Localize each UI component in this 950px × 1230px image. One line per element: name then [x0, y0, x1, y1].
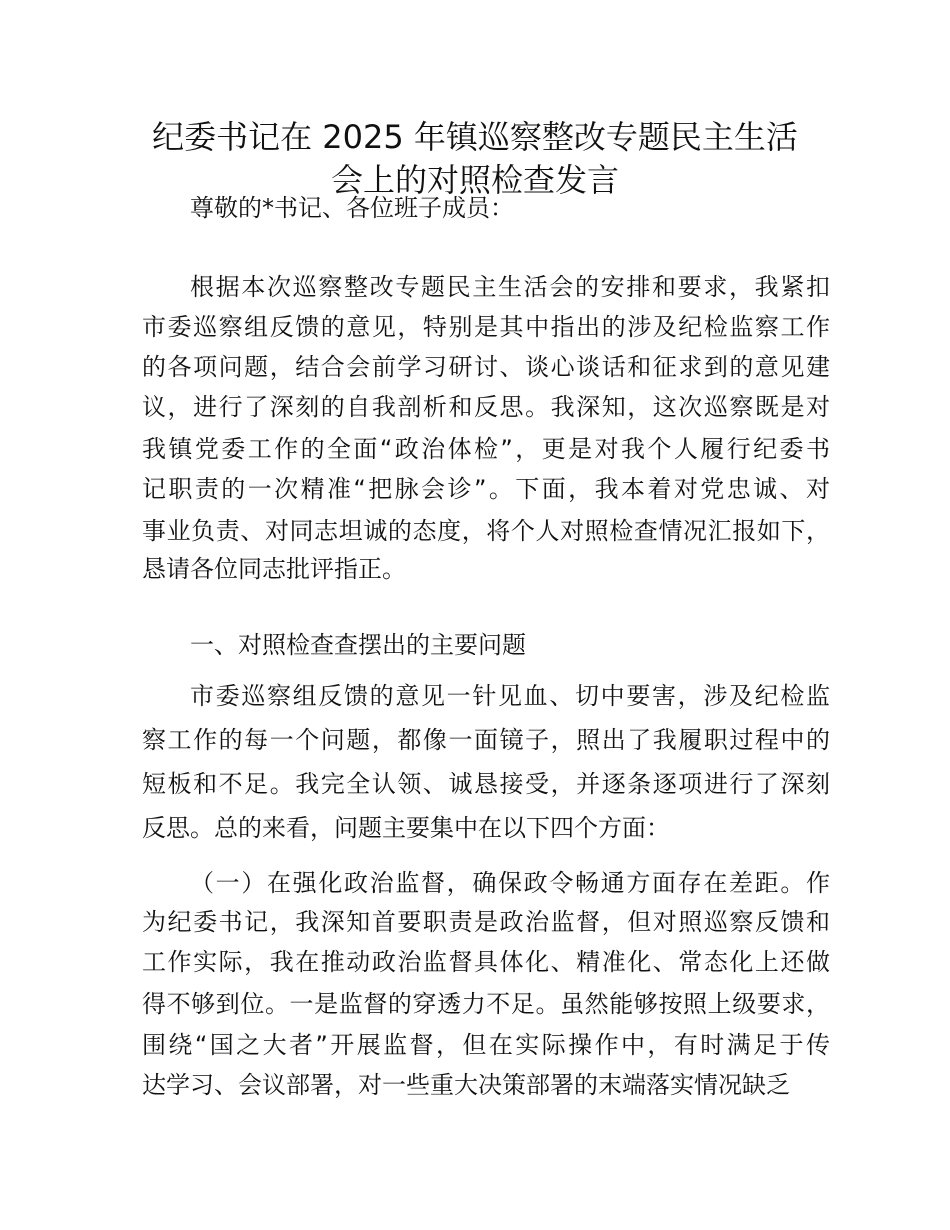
intro-paragraph-line: 市委巡察组反馈的意见，特别是其中指出的涉及纪检监察工作 — [142, 313, 830, 341]
section-1-intro-line: 反思。总的来看，问题主要集中在以下四个方面： — [142, 814, 670, 842]
document-title-line-1: 纪委书记在 2025 年镇巡察整改专题民主生活 — [152, 118, 798, 156]
intro-paragraph-line: 我镇党委工作的全面“政治体检”，更是对我个人履行纪委书 — [142, 435, 830, 463]
section-1-intro-line: 短板和不足。我完全认领、诚恳接受，并逐条逐项进行了深刻 — [142, 770, 830, 798]
intro-paragraph-line: 议，进行了深刻的自我剖析和反思。我深知，这次巡察既是对 — [142, 393, 830, 421]
intro-paragraph-line: 的各项问题，结合会前学习研讨、谈心谈话和征求到的意见建 — [142, 353, 830, 381]
section-1-intro-line: 察工作的每一个问题，都像一面镜子，照出了我履职过程中的 — [142, 726, 830, 754]
intro-paragraph-line: 根据本次巡察整改专题民主生活会的安排和要求，我紧扣 — [190, 273, 830, 301]
intro-paragraph-line: 记职责的一次精准“把脉会诊”。下面，我本着对党忠诚、对 — [142, 475, 830, 503]
intro-paragraph-line: 恳请各位同志批评指正。 — [142, 555, 406, 583]
greeting-line: 尊敬的*书记、各位班子成员： — [190, 194, 514, 222]
section-heading-1-line: 一、对照检查查摆出的主要问题 — [190, 631, 526, 659]
subsection-1-line: 为纪委书记，我深知首要职责是政治监督，但对照巡察反馈和 — [142, 908, 830, 936]
subsection-1-line: 得不够到位。一是监督的穿透力不足。虽然能够按照上级要求， — [142, 990, 830, 1018]
subsection-1-line: 工作实际，我在推动政治监督具体化、精准化、常态化上还做 — [142, 948, 830, 976]
intro-paragraph-line: 事业负责、对同志坦诚的态度，将个人对照检查情况汇报如下， — [142, 517, 830, 545]
subsection-1-line: 围绕“国之大者”开展监督，但在实际操作中，有时满足于传 — [142, 1031, 830, 1059]
section-1-intro-line: 市委巡察组反馈的意见一针见血、切中要害，涉及纪检监 — [190, 682, 830, 710]
subsection-1-line: （一）在强化政治监督，确保政令畅通方面存在差距。作 — [190, 869, 830, 897]
subsection-1-line: 达学习、会议部署，对一些重大决策部署的末端落实情况缺乏 — [142, 1071, 790, 1099]
document-title-line-2: 会上的对照检查发言 — [330, 161, 619, 199]
